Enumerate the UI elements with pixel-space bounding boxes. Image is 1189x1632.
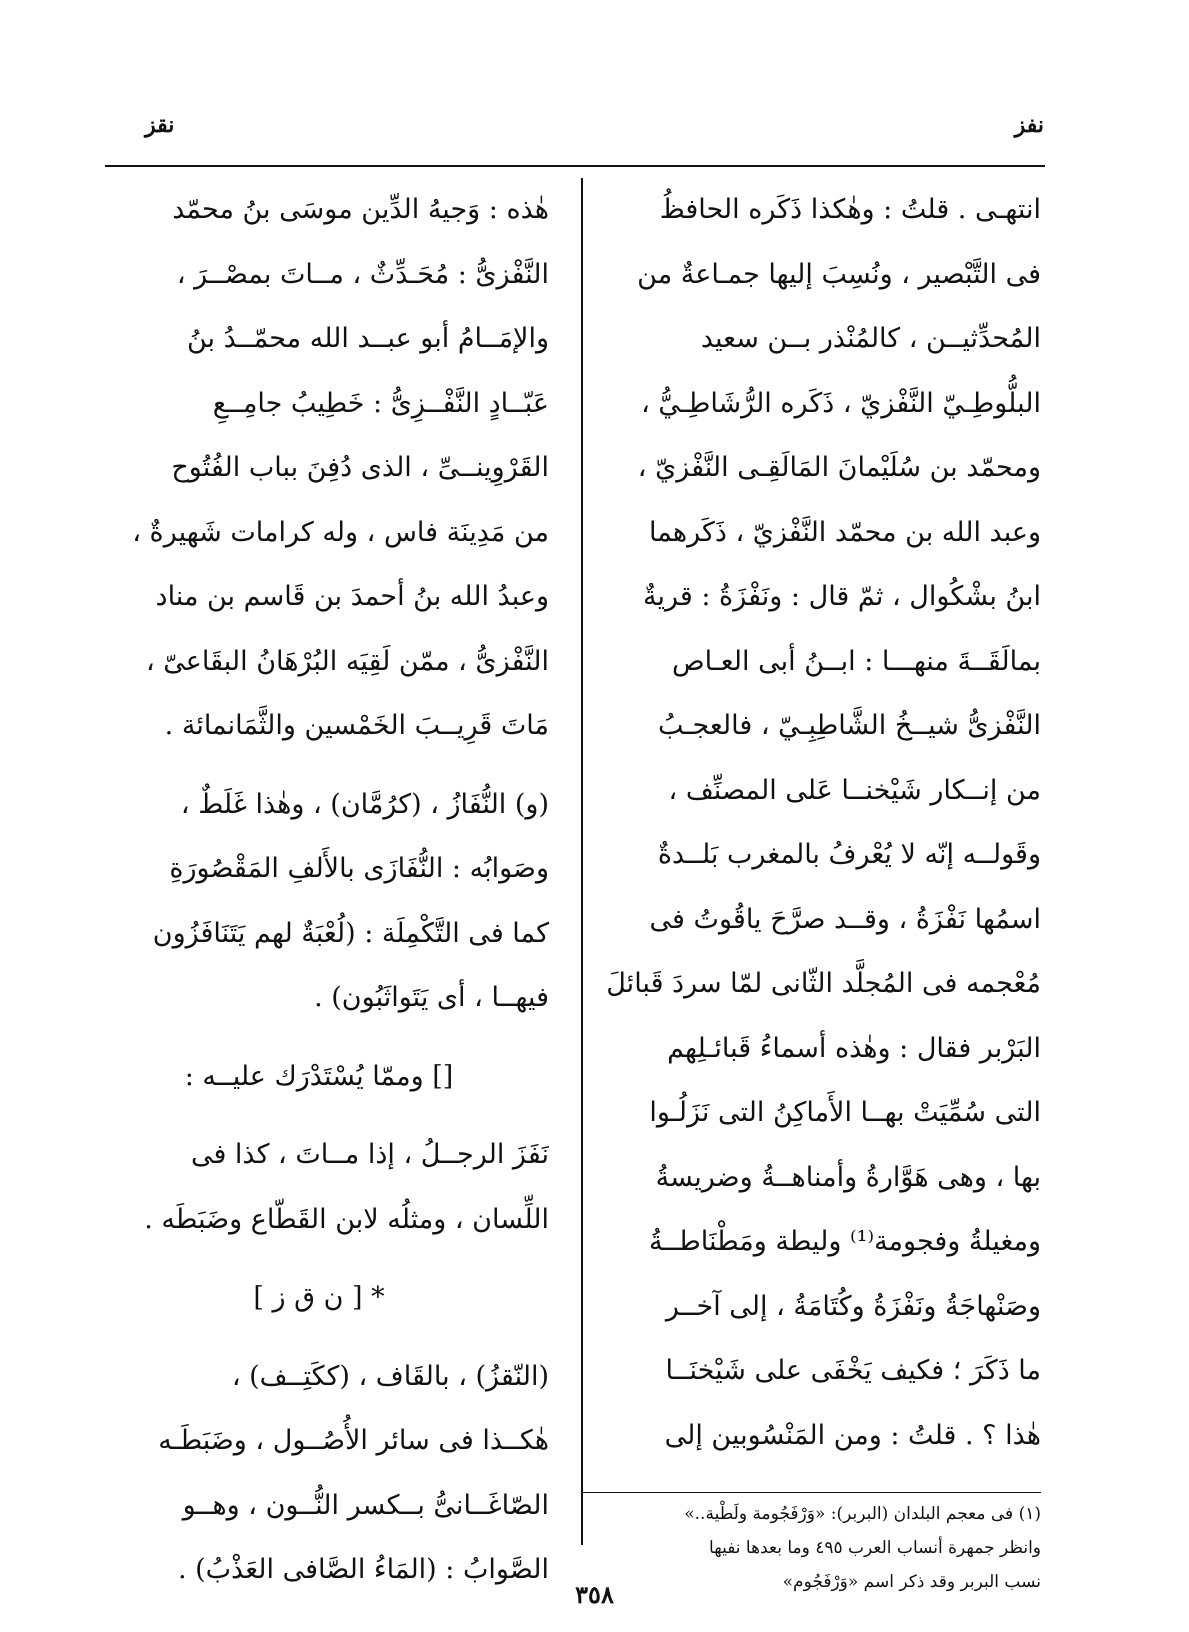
- paragraph-nuffaz: [89, 773, 549, 1031]
- paragraph-naqz: [89, 1345, 549, 1603]
- text-line: فيهــا ، أى يَتَواثَبُون) .: [314, 982, 549, 1013]
- page-number: ٣٥٨: [575, 1580, 614, 1609]
- paragraph-nafaza: [89, 1123, 549, 1252]
- text-line: نَفَزَ الرجــلُ ، إذا مــاتَ ، كذا فى: [190, 1139, 549, 1170]
- text-line: ابنُ بشْكُوال ، ثمّ قال : ونَفْزَةُ : قريةٌ: [643, 581, 1041, 612]
- text-line: النَّفْزىُّ ، ممّن لَقِيَه البُرْهَانُ البقَاعىّ ،: [145, 645, 549, 677]
- text-line: انتهـى . قلتُ : وهٰكذا ذَكَره الحافظُ: [659, 194, 1041, 225]
- text-line: من مَدِينَة فاس ، وله كرامات شَهيرةٌ ،: [132, 516, 549, 548]
- footnote-line: نسب البربر وقد ذكر اسم «وَرْفَجُوم»: [782, 1572, 1041, 1592]
- text-line: كما فى التَّكْمِلَة : (لُعْبَةٌ لهم يَتَنَافَزُون: [152, 917, 549, 949]
- text-line: هٰذا ؟ . قلتُ : ومن المَنْسُوبين إلى: [664, 1419, 1041, 1451]
- text-line: بها ، وهى هَوَّارةُ وأمناهــةُ وضريسةُ: [655, 1161, 1041, 1193]
- paragraph-gap: [89, 1252, 549, 1266]
- text-line: من إنــكار شَيْخنــا عَلى المصنِّف ،: [668, 774, 1041, 806]
- paragraph-nafzi-people: [89, 178, 549, 759]
- text-line: اسمُها نَفْزَةُ ، وقــد صرَّحَ ياقُوتُ فى: [649, 903, 1041, 935]
- text-line: الصَّوابُ : (المَاءُ الصَّافى العَذْبُ) .: [177, 1554, 549, 1585]
- text-line: مَاتَ قَرِيــبَ الخَمْسين والثَّمَانمائة .: [164, 710, 549, 741]
- text-line: التى سُمِّيَتْ بهــا الأَماكِنُ التى نَزَلُـوا: [649, 1097, 1041, 1128]
- running-header-right: نفز: [1014, 112, 1044, 138]
- text-line: هٰكــذا فى سائر الأُصُــول ، وضَبَطَـه: [158, 1425, 549, 1456]
- left-column: [89, 178, 549, 1603]
- text-line: والإمَــامُ أبو عبــد الله محمّــدُ بنُ: [187, 323, 549, 354]
- entry-heading-nqz: * [ ن ق ز ]: [253, 1282, 385, 1313]
- text-line: وصَوابُه : النُّفَازَى بالأَلفِ المَقْصُورَةِ: [169, 853, 549, 884]
- header-rule: [105, 165, 1045, 167]
- text-line: ومغيلةُ وفجومة⁽¹⁾ وليطة ومَطْنَاطــةُ: [648, 1226, 1041, 1257]
- running-header-left: نقز: [145, 112, 175, 138]
- text-line: الصّاغَــانىُّ بــكسر النُّــون ، وهــو: [182, 1489, 549, 1521]
- text-line: مُعْجمه فى المُجلَّد الثّانى لمّا سردَ قَبائلَ: [606, 968, 1041, 999]
- text-line: المُحدِّثيــن ، كالمُنْذر بــن سعيد: [700, 323, 1041, 354]
- text-line: البلُّوطِـيّ النَّفْزيّ ، ذَكَره الرُّشَاطِـيُّ ،: [641, 387, 1041, 419]
- text-line: القَرْوِينــىِّ ، الذى دُفِنَ بباب الفُتُوح: [171, 452, 549, 483]
- text-line: النَّفْزىُّ شيــخُ الشَّاطِبِـيّ ، فالعجـبُ: [658, 710, 1041, 741]
- right-column: [586, 178, 1041, 1468]
- text-line: النَّفْزىُّ : مُحَـدِّثٌ ، مــاتَ بمصْــرَ ،: [176, 258, 549, 290]
- text-line: ومحمّد بن سُلَيْمانَ المَالَقِـى النَّفْزيّ ،: [637, 452, 1041, 483]
- text-line: بمالَقَــةَ منهـــا : ابــنُ أبى العـاص: [672, 645, 1041, 677]
- text-line: (النّقزُ) ، بالقَاف ، (ككَتِــف) ،: [231, 1360, 549, 1392]
- text-line: البَرْبر فقال : وهٰذه أسماءُ قَبائـلِهم: [667, 1032, 1041, 1064]
- text-line: عَبّــادٍ النَّفْــزِىُّ : خَطِيبُ جامِــعِ: [212, 387, 549, 419]
- text-line: وصَنْهاجَةُ ونَفْزَةُ وكُتَامَةُ ، إلى آخــر: [665, 1290, 1041, 1322]
- text-line: (و) النُّفَازُ ، (كرُمَّان) ، وهٰذا غَلَطٌ ،: [180, 788, 549, 820]
- paragraph-gap: [89, 1331, 549, 1345]
- text-line: ما ذَكَرَ ؛ فكيف يَخْفَى على شَيْخنَــا: [665, 1355, 1041, 1386]
- text-line: وعبدُ الله بنُ أحمدَ بن قَاسم بن مناد: [155, 581, 549, 612]
- text-line: اللِّسان ، ومثلُه لابن القَطّاع وضَبَطَه .: [144, 1203, 549, 1235]
- text-line: وعبد الله بن محمّد النَّفْزيّ ، ذَكَرهما: [649, 516, 1041, 548]
- addendum-heading: [] وممّا يُسْتَدْرَك عليــه :: [184, 1060, 454, 1092]
- paragraph-gap: [89, 759, 549, 773]
- text-line: فى التَّبْصير ، ونُسِبَ إليها جمـاعةٌ من: [637, 258, 1041, 290]
- footnote-rule: [581, 1492, 1041, 1493]
- text-line: وقَولــه إنّه لا يُعْرفُ بالمغرب بَلــدةٌ: [657, 839, 1041, 870]
- text-line: هٰذه : وَجيهُ الدِّين موسَى بنُ محمّد: [172, 194, 549, 225]
- paragraph-gap: [89, 1031, 549, 1045]
- footnote-line: وانظر جمهرة أنساب العرب ٤٩٥ وما بعدها نفيها: [709, 1538, 1041, 1558]
- footnote-line: (١) فى معجم البلدان (البربر): «وَرْفَجُومة ولَطْية..»: [684, 1504, 1041, 1524]
- column-divider: [581, 178, 583, 1545]
- paragraph-gap: [89, 1109, 549, 1123]
